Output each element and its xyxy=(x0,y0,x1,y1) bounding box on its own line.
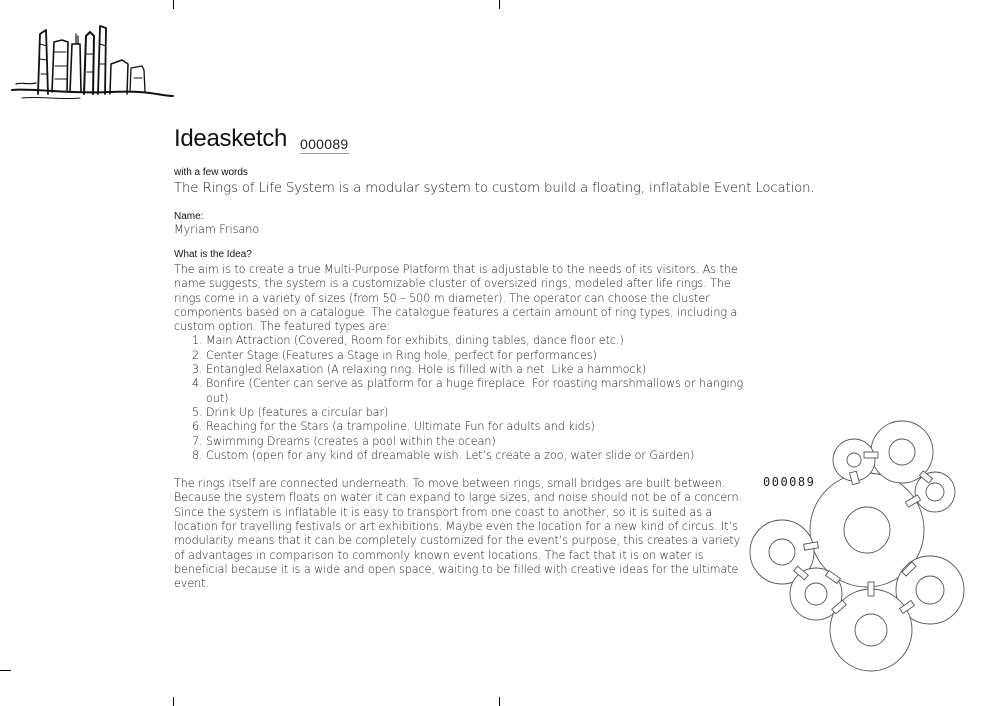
list-item: 8. Custom (open for any kind of dreamable wish. Let’s create a zoo, water slide or Garden) xyxy=(206,449,754,463)
crop-mark-left xyxy=(0,670,11,671)
list-item: 4. Bonfire (Center can serve as platform for a huge fireplace. For roasting marshmallows or hanging out) xyxy=(206,377,754,406)
summary-text: The Rings of Life System is a modular system to custom build a floating, inflatable Event Location. xyxy=(174,181,815,196)
idea-number: 000089 xyxy=(300,136,349,152)
author-name: Myriam Frisano xyxy=(174,223,260,236)
list-item: 2. Center Stage (Features a Stage in Ring hole, perfect for performances) xyxy=(206,349,754,363)
crop-mark-bottom-center xyxy=(499,697,500,706)
list-item: 6. Reaching for the Stars (a trampoline. Ultimate Fun for adults and kids) xyxy=(206,420,754,434)
list-item: 3. Entangled Relaxation (A relaxing ring. Hole is filled with a net. Like a hammock) xyxy=(206,363,754,377)
summary-label: with a few words xyxy=(174,167,248,178)
idea-description xyxy=(174,263,754,592)
crop-mark-top-left xyxy=(173,0,174,9)
page-title: Ideasketch xyxy=(174,125,288,152)
ring-types-list xyxy=(174,334,754,463)
ring-cluster-sketch xyxy=(740,412,970,674)
list-item: 5. Drink Up (features a circular bar) xyxy=(206,406,754,420)
list-item: 7. Swimming Dreams (creates a pool within the ocean) xyxy=(206,435,754,449)
idea-label: What is the Idea? xyxy=(174,249,252,260)
list-item: 1. Main Attraction (Covered, Room for exhibits, dining tables, dance floor etc.) xyxy=(206,334,754,348)
sketch-id-label: 000089 xyxy=(763,475,816,489)
name-label: Name: xyxy=(174,211,204,222)
idea-details: The rings itself are connected underneath. To move between rings, small bridges are built between. Because the system floats on water it can expand to large sizes, and noise should not be of a concern. Since the system is inflatable it is easy to transport from one coast to another, so it is suited as a location for travelling festivals or art exhibitions. Maybe even the location for a new kind of circus. It’s modularity means that it can be completely customized for the event’s purpose, this creates a variety of advantages in comparison to commonly known event locations. The fact that it is on water is beneficial because it is a wide and open space, waiting to be filled with creative ideas for the ultimate event. xyxy=(174,477,742,591)
crop-mark-bottom-left xyxy=(173,697,174,706)
skyline-sketch-logo xyxy=(10,24,176,102)
crop-mark-top-center xyxy=(499,0,500,9)
idea-intro: The aim is to create a true Multi-Purpose Platform that is adjustable to the needs of its visitors. As the name suggests, the system is a customizable cluster of oversized rings, modeled after life rings. The rings come in a variety of sizes (from 50 – 500 m diameter). The operator can choose the cluster components based on a catalogue. The catalogue features a certain amount of ring types, including a custom option. The featured types are: xyxy=(174,263,738,334)
